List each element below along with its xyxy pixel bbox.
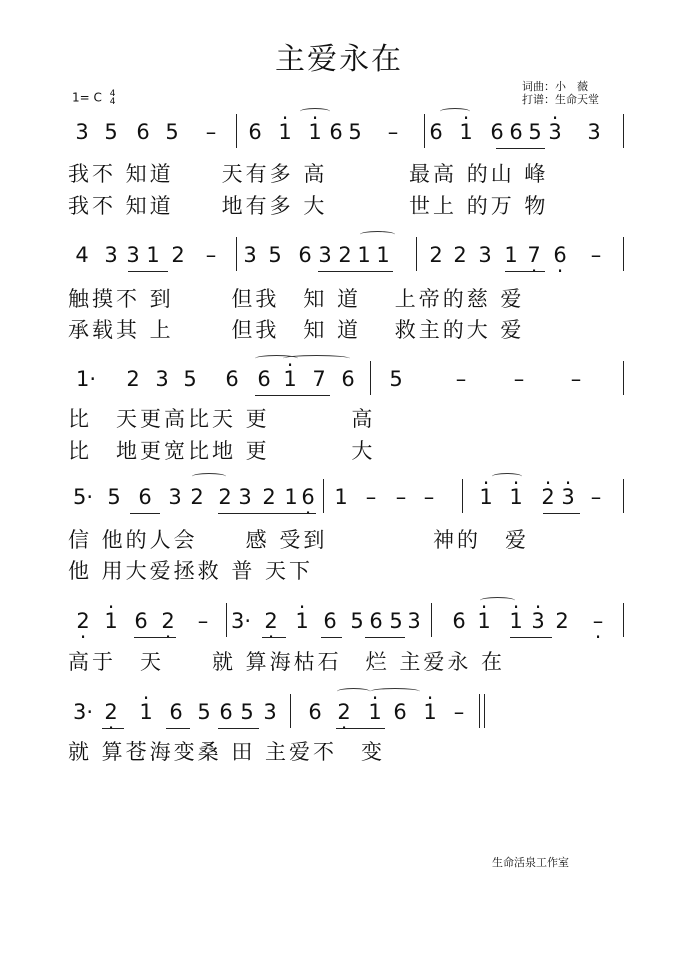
notes-row-2 (0, 243, 678, 283)
tie-arc (337, 688, 370, 695)
note: 6 (257, 367, 271, 391)
note: – (423, 485, 435, 509)
tie-arc (440, 108, 470, 115)
note: 6 (509, 120, 523, 144)
note: 1 (334, 485, 348, 509)
note: 1· (75, 367, 97, 391)
note: 6 (490, 120, 504, 144)
bar-line (236, 237, 237, 271)
note: 3 (478, 243, 492, 267)
note: 2 · (337, 700, 350, 724)
blank-patch-1 (398, 782, 456, 810)
bar-line (416, 237, 417, 271)
note: 3 (587, 120, 601, 144)
lyrics-1b: 我不 知道 地有多 大 世上 的万 物 (68, 194, 549, 218)
studio-credit: 生命活泉工作室 (492, 856, 569, 869)
note: · 3 (531, 609, 544, 633)
note: 6 (308, 700, 322, 724)
note: – (387, 120, 399, 144)
time-numerator: 4 (109, 89, 116, 99)
note: · 1 (308, 120, 321, 144)
note: 3 (318, 243, 332, 267)
note: 5 (389, 609, 403, 633)
bar-line (623, 237, 624, 271)
duration-underline (134, 637, 176, 638)
note: 1 (284, 485, 298, 509)
note: 5 (240, 700, 254, 724)
note: · 1 (459, 120, 472, 144)
note: · 1 (104, 609, 117, 633)
key-label: 1= C (72, 90, 102, 105)
lyrics-4b: 他 用大爱拯救 普 天下 (68, 559, 314, 583)
note: – (590, 243, 602, 267)
bar-line (462, 479, 463, 513)
note: 5 (528, 120, 542, 144)
notes-row-5 (0, 609, 678, 649)
duration-underline (341, 271, 393, 272)
lyrics-4a: 信 他的人会 感 受到 神的 爱 (68, 528, 530, 552)
bar-line (623, 361, 624, 395)
note: 2 · (104, 700, 117, 724)
duration-underline (130, 513, 160, 514)
duration-underline (240, 728, 259, 729)
note: 3 (155, 367, 169, 391)
note: 6 (329, 120, 343, 144)
note: 2 (453, 243, 467, 267)
note: – (590, 485, 602, 509)
note: · 1 (509, 485, 522, 509)
duration-underline (321, 637, 342, 638)
note: · 1 (477, 609, 490, 633)
bar-line (479, 694, 480, 728)
bar-line (226, 603, 227, 637)
note: 6 (369, 609, 383, 633)
bar-line (623, 603, 624, 637)
bar-line (623, 114, 624, 148)
duration-underline (543, 513, 580, 514)
note: 5· (72, 485, 94, 509)
note: 2 (190, 485, 204, 509)
note: 5 (197, 700, 211, 724)
note: · 1 (368, 700, 381, 724)
lyrics-3a: 比 天更高比天 更 高 (68, 407, 376, 431)
note: 6 (323, 609, 337, 633)
notes-row-3 (0, 367, 678, 407)
tie-arc (360, 231, 395, 238)
bar-line (290, 694, 291, 728)
lyrics-5a: 高于 天 就 算海枯石 烂 主爱永 在 (68, 650, 506, 674)
duration-underline (505, 271, 545, 272)
duration-underline (166, 728, 190, 729)
credit-composer: 词曲：小 薇 (522, 80, 588, 93)
blank-patch-2 (488, 790, 584, 814)
key-signature (72, 90, 115, 106)
tie-arc (283, 355, 350, 362)
tie-arc (492, 473, 522, 480)
bar-line (424, 114, 425, 148)
lyrics-6a: 就 算苍海变桑 田 主爱不 变 (68, 740, 386, 764)
note: 2 (338, 243, 352, 267)
note: 3 (238, 485, 252, 509)
note: · 3 (548, 120, 561, 144)
note: 3· (230, 609, 252, 633)
note: 6 (134, 609, 148, 633)
note: 3 (407, 609, 421, 633)
note: 5 (165, 120, 179, 144)
note: 7 (312, 367, 326, 391)
note: 1 (146, 243, 160, 267)
note: – · (593, 609, 604, 633)
note: 6 (136, 120, 150, 144)
note: 2 (262, 485, 276, 509)
note: – (453, 700, 465, 724)
song-title: 主爱永在 (275, 42, 403, 77)
note: 5 (183, 367, 197, 391)
tie-arc (192, 473, 226, 480)
note: · 3 (561, 485, 574, 509)
duration-underline (128, 271, 168, 272)
note: 6 (225, 367, 239, 391)
notes-row-6 (0, 700, 678, 740)
note: 4 (75, 243, 89, 267)
note: – (455, 367, 467, 391)
note: 5 (107, 485, 121, 509)
note: 3 (104, 243, 118, 267)
duration-underline (360, 728, 385, 729)
bar-line (431, 603, 432, 637)
note: 2 · (161, 609, 174, 633)
note: 3 (263, 700, 277, 724)
note: 6 (341, 367, 355, 391)
time-signature (110, 90, 116, 106)
note: – (205, 120, 217, 144)
note: 1 (376, 243, 390, 267)
note: 6 (298, 243, 312, 267)
note: 6 · (553, 243, 566, 267)
note: 2 (429, 243, 443, 267)
note: 1 (504, 243, 518, 267)
bar-line (484, 694, 485, 728)
duration-underline (262, 637, 286, 638)
lyrics-2a: 触摸不 到 但我 知 道 上帝的慈 爱 (68, 287, 525, 311)
note: · 1 (509, 609, 522, 633)
note: 3 (243, 243, 257, 267)
note: · 1 (423, 700, 436, 724)
note: 3 (126, 243, 140, 267)
note: 2 · (76, 609, 89, 633)
lyrics-1a: 我不 知道 天有多 高 最高 的山 峰 (68, 162, 549, 186)
notes-row-4 (0, 485, 678, 525)
bar-line (323, 479, 324, 513)
lyrics-2b: 承载其 上 但我 知 道 救主的大 爱 (68, 318, 525, 342)
note: · 1 (295, 609, 308, 633)
note: · 1 (479, 485, 492, 509)
note: 6 (452, 609, 466, 633)
note: – (205, 243, 217, 267)
note: 3· (72, 700, 94, 724)
duration-underline (102, 728, 124, 729)
credits (522, 80, 599, 106)
note: – (570, 367, 582, 391)
note: – (395, 485, 407, 509)
tie-arc (300, 108, 330, 115)
note: · 1 (278, 120, 291, 144)
note: 5 (268, 243, 282, 267)
note: 7 · (527, 243, 540, 267)
note: 2 (171, 243, 185, 267)
note: – (197, 609, 209, 633)
note: 3 (75, 120, 89, 144)
note: 6 (429, 120, 443, 144)
lyrics-3b: 比 地更宽比地 更 大 (68, 439, 376, 463)
note: · 1 (283, 367, 296, 391)
note: 6 (393, 700, 407, 724)
note: 2 (218, 485, 232, 509)
note: – (365, 485, 377, 509)
note: 1 (357, 243, 371, 267)
note: 5 (104, 120, 118, 144)
tie-arc (480, 597, 515, 604)
note: 5 (389, 367, 403, 391)
note: · 2 (541, 485, 554, 509)
duration-underline (390, 637, 405, 638)
note: 5 (348, 120, 362, 144)
note: 6 (138, 485, 152, 509)
duration-underline (510, 637, 552, 638)
duration-underline (527, 148, 545, 149)
notes-row-1 (0, 120, 678, 160)
note: 6 · (301, 485, 314, 509)
time-denominator: 4 (109, 97, 116, 107)
tie-arc (370, 688, 420, 695)
bar-line (236, 114, 237, 148)
note: 6 (219, 700, 233, 724)
note: 6 (169, 700, 183, 724)
note: 2 · (264, 609, 277, 633)
note: 3 (168, 485, 182, 509)
note: 5 (350, 609, 364, 633)
bar-line (623, 479, 624, 513)
note: – (513, 367, 525, 391)
note: 6 (248, 120, 262, 144)
duration-underline (308, 395, 330, 396)
duration-underline (286, 513, 316, 514)
note: · 1 (139, 700, 152, 724)
note: 2 (555, 609, 569, 633)
credit-notation: 打谱：生命天堂 (522, 93, 599, 106)
note: 2 (126, 367, 140, 391)
bar-line (370, 361, 371, 395)
